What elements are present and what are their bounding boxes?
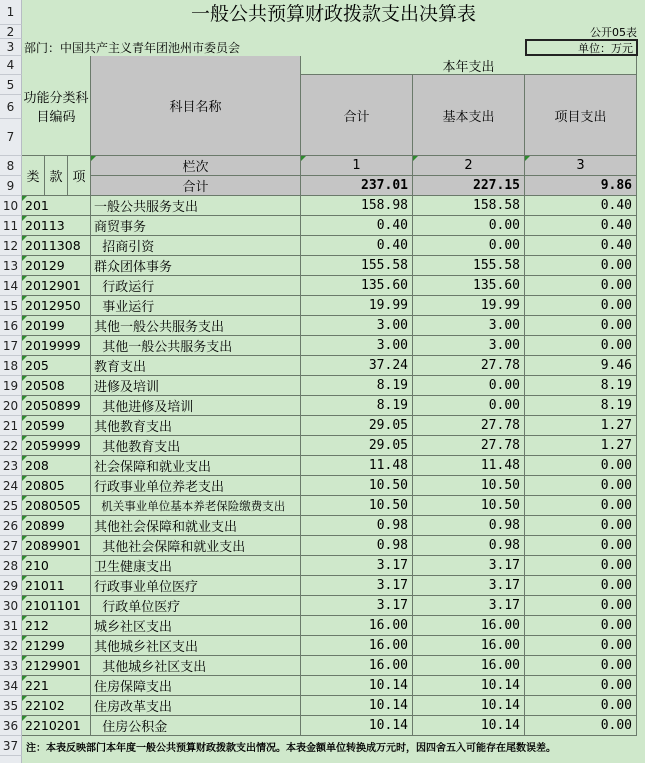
name-cell[interactable]: 住房保障支出 — [91, 676, 301, 696]
basic-cell[interactable]: 16.00 — [413, 656, 525, 676]
table-row — [0, 556, 645, 576]
name-cell[interactable]: 其他教育支出 — [91, 416, 301, 436]
code-cell[interactable]: 20508 — [22, 376, 91, 396]
row-header[interactable]: 29 — [0, 576, 22, 596]
code-cell[interactable]: 2129901 — [22, 656, 91, 676]
project-cell[interactable]: 0.00 — [525, 256, 637, 276]
row-header[interactable]: 23 — [0, 456, 22, 476]
row-header[interactable]: 28 — [0, 556, 22, 576]
project-cell[interactable]: 0.00 — [525, 636, 637, 656]
row-header[interactable]: 37 — [0, 736, 22, 756]
name-cell[interactable]: 群众团体事务 — [91, 256, 301, 276]
lei-header: 类 — [22, 156, 45, 196]
code-cell[interactable]: 201 — [22, 196, 91, 216]
row-header[interactable]: 22 — [0, 436, 22, 456]
name-cell[interactable]: 行政运行 — [91, 276, 301, 296]
basic-header: 基本支出 — [413, 75, 525, 156]
project-cell[interactable]: 0.00 — [525, 576, 637, 596]
basic-cell[interactable]: 0.00 — [413, 376, 525, 396]
sum-project[interactable]: 9.86 — [525, 176, 637, 196]
lanci-header: 栏次 — [91, 156, 301, 176]
row-header[interactable]: 26 — [0, 516, 22, 536]
name-cell[interactable]: 一般公共服务支出 — [91, 196, 301, 216]
name-cell[interactable]: 其他社会保障和就业支出 — [91, 516, 301, 536]
form-number: 公开05表 — [590, 26, 637, 39]
row-header[interactable]: 9 — [0, 176, 22, 196]
name-cell[interactable]: 其他一般公共服务支出 — [91, 336, 301, 356]
basic-cell[interactable]: 0.00 — [413, 216, 525, 236]
code-cell[interactable]: 2089901 — [22, 536, 91, 556]
code-cell[interactable]: 2011308 — [22, 236, 91, 256]
total-header: 合计 — [301, 75, 413, 156]
project-cell[interactable]: 0.00 — [525, 276, 637, 296]
basic-cell[interactable]: 10.14 — [413, 716, 525, 736]
col3-header: 3 — [525, 156, 637, 176]
table-row — [0, 356, 645, 376]
project-cell[interactable]: 0.00 — [525, 456, 637, 476]
code-cell[interactable]: 21011 — [22, 576, 91, 596]
total-cell[interactable]: 10.14 — [301, 696, 413, 716]
total-cell[interactable]: 29.05 — [301, 416, 413, 436]
row-header[interactable]: 14 — [0, 276, 22, 296]
current-year-header: 本年支出 — [301, 56, 637, 75]
name-cell[interactable]: 事业运行 — [91, 296, 301, 316]
row-header[interactable]: 1 — [0, 0, 22, 25]
basic-cell[interactable]: 27.78 — [413, 416, 525, 436]
code-cell[interactable]: 20899 — [22, 516, 91, 536]
row-header[interactable]: 2 — [0, 25, 22, 39]
code-cell[interactable]: 2080505 — [22, 496, 91, 516]
row-37 — [0, 736, 645, 756]
name-cell[interactable]: 其他城乡社区支出 — [91, 636, 301, 656]
table-row — [0, 696, 645, 716]
table-row — [0, 636, 645, 656]
col2-header: 2 — [413, 156, 525, 176]
total-cell[interactable]: 8.19 — [301, 396, 413, 416]
row-header[interactable]: 24 — [0, 476, 22, 496]
basic-cell[interactable]: 3.17 — [413, 596, 525, 616]
row-header[interactable]: 17 — [0, 336, 22, 356]
total-cell[interactable]: 8.19 — [301, 376, 413, 396]
basic-cell[interactable]: 0.00 — [413, 396, 525, 416]
project-header: 项目支出 — [525, 75, 637, 156]
table-row — [0, 436, 645, 456]
total-cell[interactable]: 37.24 — [301, 356, 413, 376]
row-header[interactable]: 36 — [0, 716, 22, 736]
total-cell[interactable]: 10.50 — [301, 496, 413, 516]
total-cell[interactable]: 0.98 — [301, 516, 413, 536]
table-row — [0, 296, 645, 316]
code-cell[interactable]: 22102 — [22, 696, 91, 716]
total-cell[interactable]: 155.58 — [301, 256, 413, 276]
sum-basic[interactable]: 227.15 — [413, 176, 525, 196]
name-cell[interactable]: 住房公积金 — [91, 716, 301, 736]
table-row — [0, 396, 645, 416]
basic-cell[interactable]: 16.00 — [413, 636, 525, 656]
total-cell[interactable]: 0.40 — [301, 236, 413, 256]
basic-cell[interactable]: 0.98 — [413, 536, 525, 556]
row-2 — [0, 25, 645, 39]
project-cell[interactable]: 0.00 — [525, 716, 637, 736]
total-cell[interactable]: 135.60 — [301, 276, 413, 296]
row-9 — [0, 176, 645, 196]
table-row — [0, 596, 645, 616]
sum-label[interactable]: 合计 — [91, 176, 301, 196]
xiang-header: 项 — [68, 156, 91, 196]
project-cell[interactable]: 0.00 — [525, 676, 637, 696]
row-header[interactable]: 12 — [0, 236, 22, 256]
basic-cell[interactable]: 0.00 — [413, 236, 525, 256]
basic-cell[interactable]: 10.50 — [413, 496, 525, 516]
project-cell[interactable]: 1.27 — [525, 436, 637, 456]
code-cell[interactable]: 2012901 — [22, 276, 91, 296]
basic-cell[interactable]: 3.00 — [413, 336, 525, 356]
table-row — [0, 376, 645, 396]
row-header-partial — [0, 756, 22, 763]
row-header[interactable]: 25 — [0, 496, 22, 516]
table-row — [0, 456, 645, 476]
name-cell[interactable]: 住房改革支出 — [91, 696, 301, 716]
code-cell[interactable]: 221 — [22, 676, 91, 696]
name-cell[interactable]: 卫生健康支出 — [91, 556, 301, 576]
footnote: 注：本表反映部门本年度一般公共预算财政拨款支出情况。本表金额单位转换成万元时，因四舍五入可能存在尾数误差。 — [26, 742, 556, 754]
code-cell[interactable]: 2059999 — [22, 436, 91, 456]
total-cell[interactable]: 29.05 — [301, 436, 413, 456]
basic-cell[interactable]: 155.58 — [413, 256, 525, 276]
total-cell[interactable]: 16.00 — [301, 616, 413, 636]
row-header[interactable]: 6 — [0, 95, 22, 119]
table-row — [0, 496, 645, 516]
table-row — [0, 196, 645, 216]
row-header[interactable]: 4 — [0, 56, 22, 75]
table-row — [0, 236, 645, 256]
project-cell[interactable]: 0.00 — [525, 616, 637, 636]
row-38-partial — [0, 756, 645, 763]
row-header[interactable]: 13 — [0, 256, 22, 276]
name-cell[interactable]: 机关事业单位基本养老保险缴费支出 — [91, 496, 301, 516]
row-header[interactable]: 15 — [0, 296, 22, 316]
row-header[interactable]: 16 — [0, 316, 22, 336]
project-cell[interactable]: 0.00 — [525, 656, 637, 676]
table-row — [0, 536, 645, 556]
code-cell[interactable]: 205 — [22, 356, 91, 376]
row-header[interactable]: 33 — [0, 656, 22, 676]
project-cell[interactable]: 0.00 — [525, 476, 637, 496]
project-cell[interactable]: 9.46 — [525, 356, 637, 376]
project-cell[interactable]: 8.19 — [525, 376, 637, 396]
project-cell[interactable]: 0.00 — [525, 316, 637, 336]
project-cell[interactable]: 8.19 — [525, 396, 637, 416]
report-title: 一般公共预算财政拨款支出决算表 — [190, 3, 476, 25]
table-row — [0, 476, 645, 496]
name-cell[interactable]: 行政单位医疗 — [91, 596, 301, 616]
name-cell[interactable]: 城乡社区支出 — [91, 616, 301, 636]
row-header[interactable]: 31 — [0, 616, 22, 636]
total-cell[interactable]: 10.14 — [301, 676, 413, 696]
project-cell[interactable]: 0.00 — [525, 696, 637, 716]
name-cell[interactable]: 其他一般公共服务支出 — [91, 316, 301, 336]
project-cell[interactable]: 0.00 — [525, 336, 637, 356]
table-row — [0, 256, 645, 276]
code-cell[interactable]: 21299 — [22, 636, 91, 656]
row-header[interactable]: 32 — [0, 636, 22, 656]
name-cell[interactable]: 其他教育支出 — [91, 436, 301, 456]
basic-cell[interactable]: 0.98 — [413, 516, 525, 536]
row-header[interactable]: 18 — [0, 356, 22, 376]
total-cell[interactable]: 3.17 — [301, 556, 413, 576]
row-header[interactable]: 34 — [0, 676, 22, 696]
project-cell[interactable]: 0.40 — [525, 196, 637, 216]
code-cell[interactable]: 20805 — [22, 476, 91, 496]
total-cell[interactable]: 3.17 — [301, 596, 413, 616]
basic-cell[interactable]: 27.78 — [413, 356, 525, 376]
table-row — [0, 676, 645, 696]
code-cell[interactable]: 208 — [22, 456, 91, 476]
project-cell[interactable]: 0.00 — [525, 536, 637, 556]
name-cell[interactable]: 招商引资 — [91, 236, 301, 256]
project-cell[interactable]: 0.00 — [525, 496, 637, 516]
row-header[interactable]: 19 — [0, 376, 22, 396]
table-row — [0, 716, 645, 736]
row-header[interactable]: 21 — [0, 416, 22, 436]
code-cell[interactable]: 20599 — [22, 416, 91, 436]
basic-cell[interactable]: 3.17 — [413, 556, 525, 576]
name-cell[interactable]: 进修及培训 — [91, 376, 301, 396]
row-header[interactable]: 11 — [0, 216, 22, 236]
name-cell[interactable]: 其他社会保障和就业支出 — [91, 536, 301, 556]
project-cell[interactable]: 0.00 — [525, 596, 637, 616]
department-label: 部门：中国共产主义青年团池州市委员会 — [24, 41, 241, 55]
project-cell[interactable]: 0.00 — [525, 296, 637, 316]
basic-cell[interactable]: 3.00 — [413, 316, 525, 336]
basic-cell[interactable]: 16.00 — [413, 616, 525, 636]
sum-total[interactable]: 237.01 — [301, 176, 413, 196]
project-cell[interactable]: 0.00 — [525, 556, 637, 576]
code-cell[interactable]: 2050899 — [22, 396, 91, 416]
project-cell[interactable]: 0.40 — [525, 236, 637, 256]
total-cell[interactable]: 3.17 — [301, 576, 413, 596]
kuan-header: 款 — [45, 156, 68, 196]
total-cell[interactable]: 16.00 — [301, 656, 413, 676]
table-row — [0, 216, 645, 236]
total-cell[interactable]: 0.98 — [301, 536, 413, 556]
code-cell[interactable]: 20199 — [22, 316, 91, 336]
row-3 — [0, 39, 645, 56]
code-cell[interactable]: 2210201 — [22, 716, 91, 736]
total-cell[interactable]: 0.40 — [301, 216, 413, 236]
name-cell[interactable]: 社会保障和就业支出 — [91, 456, 301, 476]
name-cell[interactable]: 其他进修及培训 — [91, 396, 301, 416]
func-code-header: 功能分类科目编码 — [22, 56, 91, 156]
basic-cell[interactable]: 19.99 — [413, 296, 525, 316]
total-cell[interactable]: 10.14 — [301, 716, 413, 736]
code-cell[interactable]: 2019999 — [22, 336, 91, 356]
basic-cell[interactable]: 135.60 — [413, 276, 525, 296]
name-cell[interactable]: 行政事业单位医疗 — [91, 576, 301, 596]
row-header[interactable]: 5 — [0, 75, 22, 95]
total-cell[interactable]: 3.00 — [301, 336, 413, 356]
row-header[interactable]: 27 — [0, 536, 22, 556]
basic-cell[interactable]: 3.17 — [413, 576, 525, 596]
name-cell[interactable]: 商贸事务 — [91, 216, 301, 236]
code-cell[interactable]: 2101101 — [22, 596, 91, 616]
table-row — [0, 516, 645, 536]
basic-cell[interactable]: 10.14 — [413, 676, 525, 696]
total-cell[interactable]: 11.48 — [301, 456, 413, 476]
code-cell[interactable]: 20129 — [22, 256, 91, 276]
code-cell[interactable]: 20113 — [22, 216, 91, 236]
basic-cell[interactable]: 27.78 — [413, 436, 525, 456]
total-cell[interactable]: 10.50 — [301, 476, 413, 496]
total-cell[interactable]: 158.98 — [301, 196, 413, 216]
name-cell[interactable]: 教育支出 — [91, 356, 301, 376]
basic-cell[interactable]: 11.48 — [413, 456, 525, 476]
total-cell[interactable]: 19.99 — [301, 296, 413, 316]
row-header[interactable]: 3 — [0, 39, 22, 56]
unit-cell-selected[interactable]: 单位：万元 — [525, 39, 638, 56]
project-cell[interactable]: 1.27 — [525, 416, 637, 436]
row-1 — [0, 0, 645, 25]
row-header[interactable]: 30 — [0, 596, 22, 616]
table-row — [0, 316, 645, 336]
row-header[interactable]: 20 — [0, 396, 22, 416]
table-row — [0, 416, 645, 436]
table-row — [0, 656, 645, 676]
row-header[interactable]: 8 — [0, 156, 22, 176]
row-header[interactable]: 7 — [0, 119, 22, 156]
row-header[interactable]: 35 — [0, 696, 22, 716]
basic-cell[interactable]: 10.50 — [413, 476, 525, 496]
name-cell[interactable]: 其他城乡社区支出 — [91, 656, 301, 676]
total-cell[interactable]: 16.00 — [301, 636, 413, 656]
basic-cell[interactable]: 10.14 — [413, 696, 525, 716]
basic-cell[interactable]: 158.58 — [413, 196, 525, 216]
project-cell[interactable]: 0.00 — [525, 516, 637, 536]
row-header[interactable]: 10 — [0, 196, 22, 216]
table-row — [0, 576, 645, 596]
name-cell[interactable]: 行政事业单位养老支出 — [91, 476, 301, 496]
table-row — [0, 616, 645, 636]
table-row — [0, 276, 645, 296]
code-cell[interactable]: 212 — [22, 616, 91, 636]
subject-name-header: 科目名称 — [91, 56, 301, 156]
code-cell[interactable]: 2012950 — [22, 296, 91, 316]
col1-header: 1 — [301, 156, 413, 176]
table-row — [0, 336, 645, 356]
code-cell[interactable]: 210 — [22, 556, 91, 576]
total-cell[interactable]: 3.00 — [301, 316, 413, 336]
project-cell[interactable]: 0.40 — [525, 216, 637, 236]
